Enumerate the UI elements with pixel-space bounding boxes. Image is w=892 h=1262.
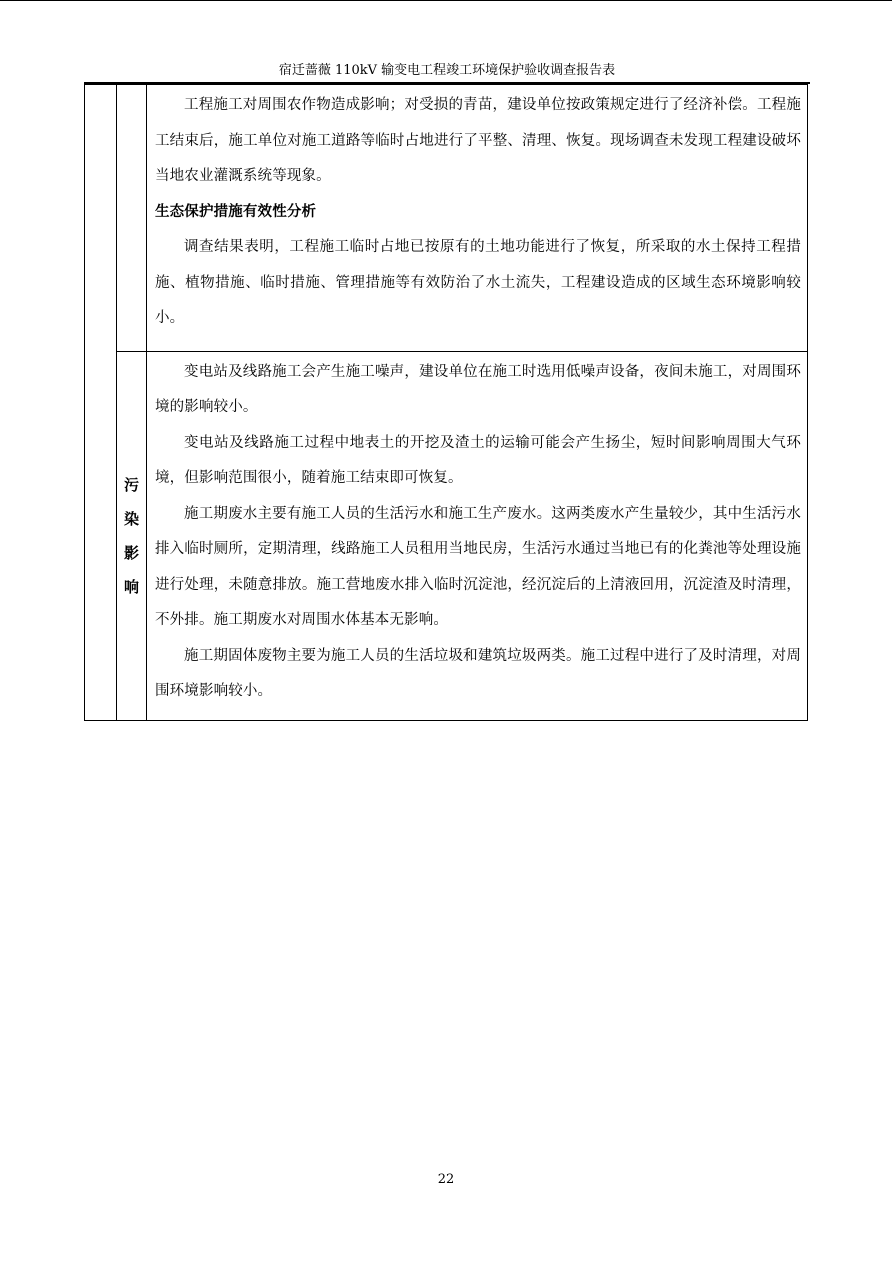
pollution-label-char: 染 bbox=[123, 509, 139, 528]
table-row-ecology bbox=[85, 85, 808, 352]
pollution-label-cell bbox=[117, 351, 147, 720]
outer-category-cell bbox=[85, 85, 117, 721]
pollution-solid-waste-paragraph: 施工期固体废物主要为施工人员的生活垃圾和建筑垃圾两类。施工过程中进行了及时清理，对周围环境影响较小。 bbox=[155, 647, 801, 699]
ecology-label-cell bbox=[117, 85, 147, 352]
ecology-content-cell bbox=[147, 85, 808, 352]
page-header-title: 宿迁蔷薇 110kV 输变电工程竣工环境保护验收调查报告表 bbox=[278, 63, 616, 78]
pollution-label-char: 污 bbox=[123, 475, 139, 494]
ecology-paragraph: 工程施工对周围农作物造成影响；对受损的青苗，建设单位按政策规定进行了经济补偿。工程施工结束后，施工单位对施工道路等临时占地进行了平整、清理、恢复。现场调查未发现工程建设破坏当地农业灌溉系统等现象。 bbox=[155, 97, 801, 184]
pollution-dust-paragraph: 变电站及线路施工过程中地表土的开挖及渣土的运输可能会产生扬尘，短时间影响周围大气环境，但影响范围很小，随着施工结束即可恢复。 bbox=[155, 434, 801, 486]
pollution-content-cell bbox=[147, 351, 808, 720]
pollution-label-char: 影 bbox=[123, 543, 139, 562]
pollution-wastewater-paragraph: 施工期废水主要有施工人员的生活污水和施工生产废水。这两类废水产生量较少，其中生活污水排入临时厕所，定期清理，线路施工人员租用当地民房，生活污水通过当地已有的化粪池等处理设施进行处理，未随意排放。施工营地废水排入临时沉淀池，经沉淀后的上清液回用，沉淀渣及时清理，不外排。施工期废水对周围水体基本无影响。 bbox=[155, 505, 801, 628]
ecology-subheading: 生态保护措施有效性分析 bbox=[155, 203, 317, 220]
page-number: 22 bbox=[437, 1172, 455, 1187]
pollution-label-char: 响 bbox=[123, 577, 139, 596]
report-table bbox=[84, 84, 808, 721]
pollution-noise-paragraph: 变电站及线路施工会产生施工噪声，建设单位在施工时选用低噪声设备，夜间未施工，对周围环境的影响较小。 bbox=[155, 363, 801, 415]
ecology-analysis-paragraph: 调查结果表明，工程施工临时占地已按原有的土地功能进行了恢复，所采取的水土保持工程措施、植物措施、临时措施、管理措施等有效防治了水土流失，工程建设造成的区域生态环境影响较小。 bbox=[155, 239, 801, 326]
page-top-rule bbox=[0, 0, 892, 1]
table-row-pollution bbox=[85, 351, 808, 720]
